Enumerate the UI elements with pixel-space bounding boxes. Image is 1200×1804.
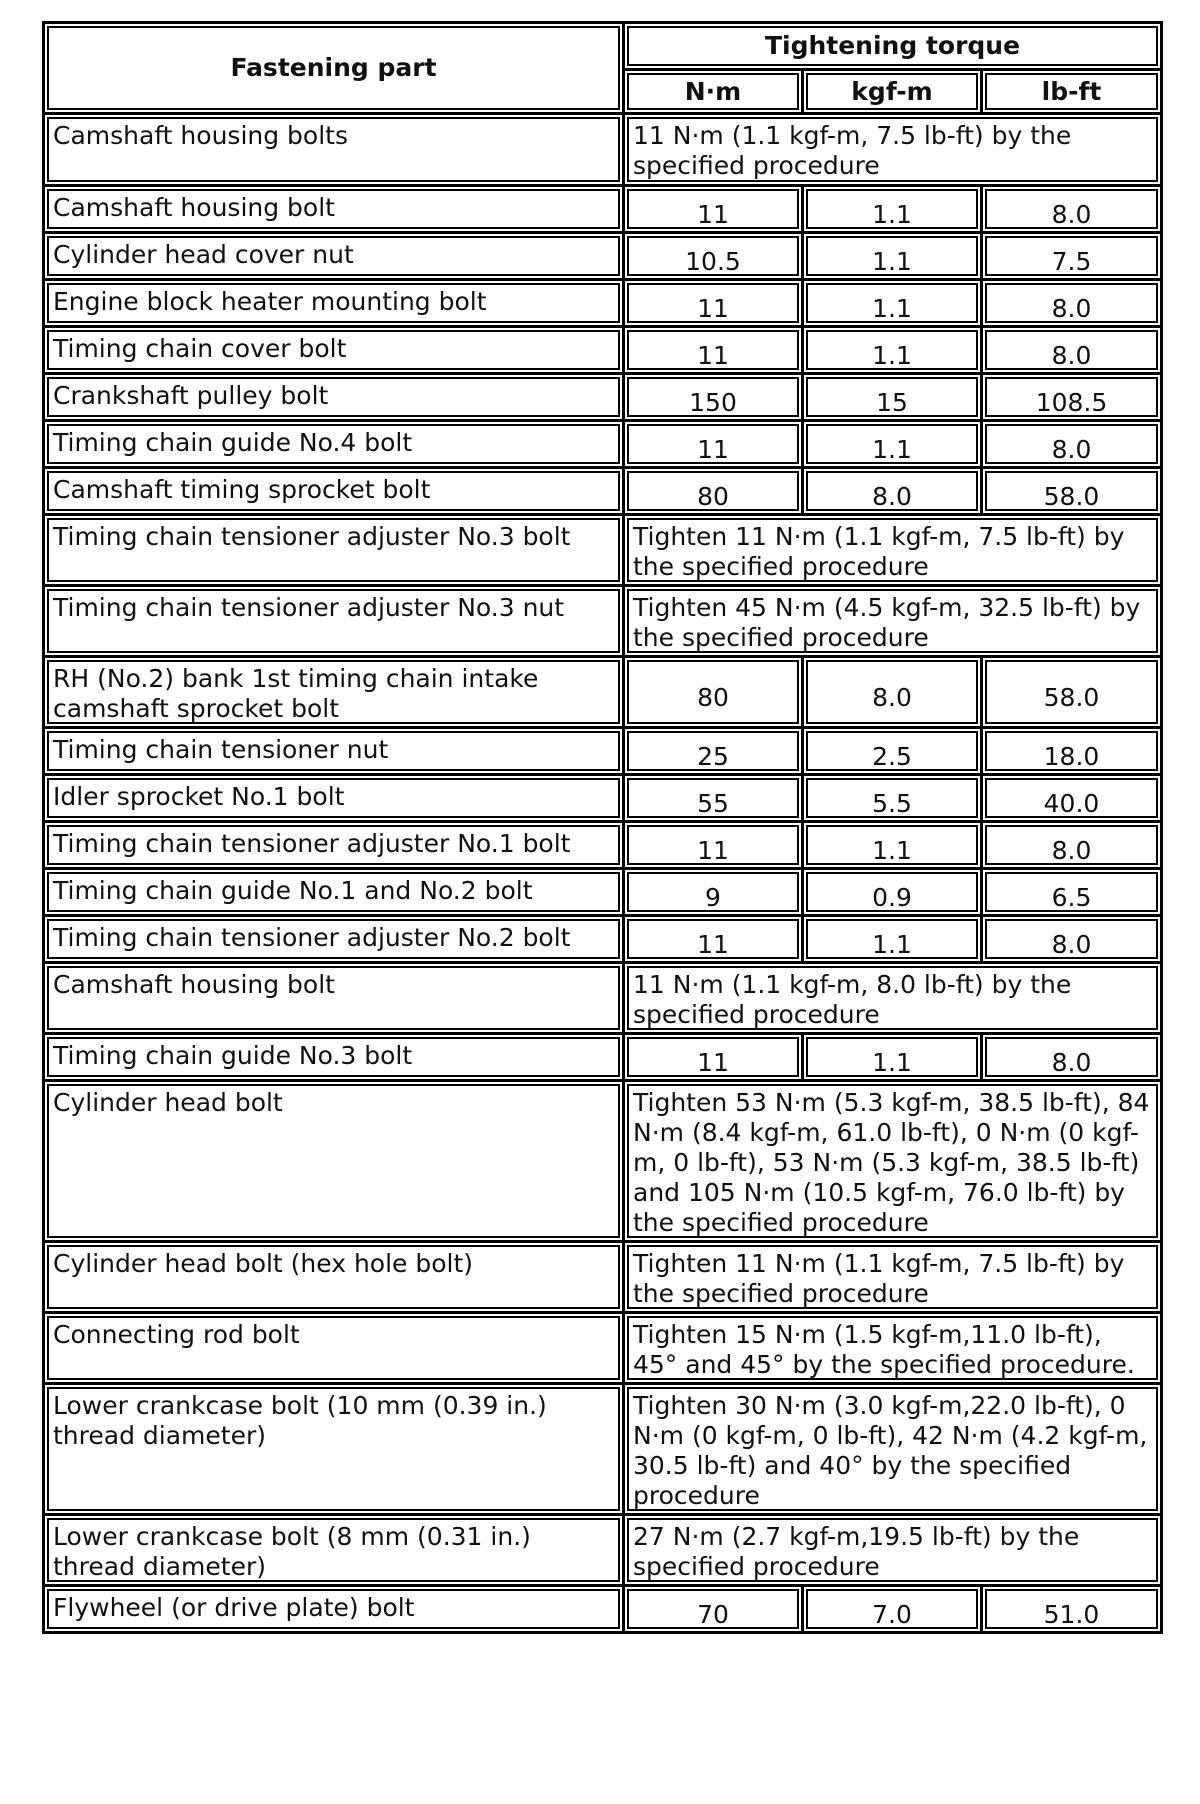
torque-kgfm-cell: 1.1 (803, 822, 982, 869)
torque-nm-cell: 70 (624, 1586, 803, 1633)
fastening-part-cell: Timing chain tensioner adjuster No.2 bolt (44, 916, 624, 963)
torque-lbft-cell: 108.5 (982, 374, 1162, 421)
header-nm: N·m (624, 70, 803, 114)
torque-kgfm-cell: 1.1 (803, 421, 982, 468)
torque-procedure-cell: 11 N·m (1.1 kgf-m, 8.0 lb-ft) by the specified procedure (624, 963, 1162, 1034)
header-lbft: lb-ft (982, 70, 1162, 114)
table-row (44, 114, 1162, 186)
torque-nm-cell: 10.5 (624, 233, 803, 280)
table-row (44, 728, 1162, 775)
torque-kgfm-cell: 1.1 (803, 280, 982, 327)
fastening-part-cell: Flywheel (or drive plate) bolt (44, 1586, 624, 1633)
torque-procedure-cell: Tighten 30 N·m (3.0 kgf-m,22.0 lb-ft), 0 N·m (0 kgf-m, 0 lb-ft), 42 N·m (4.2 kgf-m, 30.5 lb-ft) and 40° by the specified procedure (624, 1384, 1162, 1515)
torque-procedure-cell: 11 N·m (1.1 kgf-m, 7.5 lb-ft) by the specified procedure (624, 114, 1162, 186)
fastening-part-cell: Crankshaft pulley bolt (44, 374, 624, 421)
fastening-part-cell: Cylinder head cover nut (44, 233, 624, 280)
torque-nm-cell: 11 (624, 327, 803, 374)
fastening-part-cell: Camshaft housing bolts (44, 114, 624, 186)
torque-lbft-cell: 58.0 (982, 657, 1162, 728)
torque-kgfm-cell: 15 (803, 374, 982, 421)
torque-procedure-cell: Tighten 53 N·m (5.3 kgf-m, 38.5 lb-ft), 84 N·m (8.4 kgf-m, 61.0 lb-ft), 0 N·m (0 kgf-m, 0 lb-ft), 53 N·m (5.3 kgf-m, 38.5 lb-ft) and 105 N·m (10.5 kgf-m, 76.0 lb-ft) by the specified procedure (624, 1081, 1162, 1242)
fastening-part-cell: Idler sprocket No.1 bolt (44, 775, 624, 822)
table-row (44, 869, 1162, 916)
torque-nm-cell: 9 (624, 869, 803, 916)
fastening-part-cell: Lower crankcase bolt (8 mm (0.31 in.) thread diameter) (44, 1515, 624, 1586)
table-row (44, 1515, 1162, 1586)
table-header (44, 23, 1162, 114)
torque-kgfm-cell: 1.1 (803, 233, 982, 280)
torque-lbft-cell: 8.0 (982, 421, 1162, 468)
fastening-part-cell: Timing chain guide No.4 bolt (44, 421, 624, 468)
torque-procedure-cell: Tighten 11 N·m (1.1 kgf-m, 7.5 lb-ft) by the specified procedure (624, 515, 1162, 586)
torque-lbft-cell: 8.0 (982, 186, 1162, 233)
table-row (44, 1034, 1162, 1081)
table-row (44, 1081, 1162, 1242)
torque-kgfm-cell: 1.1 (803, 327, 982, 374)
header-fastening-part: Fastening part (44, 23, 624, 114)
torque-nm-cell: 11 (624, 916, 803, 963)
torque-lbft-cell: 6.5 (982, 869, 1162, 916)
fastening-part-cell: Cylinder head bolt (44, 1081, 624, 1242)
torque-nm-cell: 11 (624, 1034, 803, 1081)
torque-procedure-cell: 27 N·m (2.7 kgf-m,19.5 lb-ft) by the specified procedure (624, 1515, 1162, 1586)
torque-lbft-cell: 7.5 (982, 233, 1162, 280)
torque-kgfm-cell: 8.0 (803, 468, 982, 515)
torque-lbft-cell: 18.0 (982, 728, 1162, 775)
table-row (44, 822, 1162, 869)
header-tightening-torque: Tightening torque (624, 23, 1162, 70)
fastening-part-cell: Timing chain guide No.3 bolt (44, 1034, 624, 1081)
table-row (44, 280, 1162, 327)
torque-kgfm-cell: 1.1 (803, 916, 982, 963)
torque-lbft-cell: 51.0 (982, 1586, 1162, 1633)
fastening-part-cell: Timing chain tensioner adjuster No.3 bolt (44, 515, 624, 586)
table-row (44, 233, 1162, 280)
torque-procedure-cell: Tighten 11 N·m (1.1 kgf-m, 7.5 lb-ft) by the specified procedure (624, 1242, 1162, 1313)
torque-nm-cell: 11 (624, 421, 803, 468)
torque-nm-cell: 55 (624, 775, 803, 822)
fastening-part-cell: Lower crankcase bolt (10 mm (0.39 in.) thread diameter) (44, 1384, 624, 1515)
torque-procedure-cell: Tighten 15 N·m (1.5 kgf-m,11.0 lb-ft), 45° and 45° by the specified procedure. (624, 1313, 1162, 1384)
fastening-part-cell: Timing chain tensioner adjuster No.1 bolt (44, 822, 624, 869)
fastening-part-cell: Timing chain guide No.1 and No.2 bolt (44, 869, 624, 916)
torque-kgfm-cell: 5.5 (803, 775, 982, 822)
table-row (44, 963, 1162, 1034)
torque-kgfm-cell: 0.9 (803, 869, 982, 916)
torque-lbft-cell: 8.0 (982, 327, 1162, 374)
fastening-part-cell: Engine block heater mounting bolt (44, 280, 624, 327)
table-row (44, 1242, 1162, 1313)
torque-lbft-cell: 58.0 (982, 468, 1162, 515)
torque-lbft-cell: 8.0 (982, 822, 1162, 869)
torque-kgfm-cell: 8.0 (803, 657, 982, 728)
torque-nm-cell: 11 (624, 186, 803, 233)
torque-specification-table (42, 21, 1163, 1634)
table-row (44, 657, 1162, 728)
table-row (44, 586, 1162, 657)
table-row (44, 916, 1162, 963)
torque-lbft-cell: 8.0 (982, 280, 1162, 327)
torque-lbft-cell: 8.0 (982, 916, 1162, 963)
torque-nm-cell: 80 (624, 468, 803, 515)
table-row (44, 1384, 1162, 1515)
table-row (44, 421, 1162, 468)
fastening-part-cell: Camshaft housing bolt (44, 963, 624, 1034)
torque-kgfm-cell: 1.1 (803, 1034, 982, 1081)
table-body (44, 114, 1162, 1633)
torque-nm-cell: 11 (624, 822, 803, 869)
torque-kgfm-cell: 1.1 (803, 186, 982, 233)
torque-nm-cell: 11 (624, 280, 803, 327)
fastening-part-cell: Camshaft housing bolt (44, 186, 624, 233)
table-row (44, 468, 1162, 515)
fastening-part-cell: Timing chain tensioner adjuster No.3 nut (44, 586, 624, 657)
fastening-part-cell: Connecting rod bolt (44, 1313, 624, 1384)
torque-lbft-cell: 40.0 (982, 775, 1162, 822)
torque-nm-cell: 150 (624, 374, 803, 421)
table-row (44, 1586, 1162, 1633)
torque-procedure-cell: Tighten 45 N·m (4.5 kgf-m, 32.5 lb-ft) by the specified procedure (624, 586, 1162, 657)
torque-kgfm-cell: 7.0 (803, 1586, 982, 1633)
table-row (44, 186, 1162, 233)
table-row (44, 327, 1162, 374)
torque-nm-cell: 25 (624, 728, 803, 775)
torque-nm-cell: 80 (624, 657, 803, 728)
torque-kgfm-cell: 2.5 (803, 728, 982, 775)
fastening-part-cell: Camshaft timing sprocket bolt (44, 468, 624, 515)
fastening-part-cell: Timing chain tensioner nut (44, 728, 624, 775)
table-row (44, 1313, 1162, 1384)
torque-table-container (42, 21, 1160, 1634)
fastening-part-cell: RH (No.2) bank 1st timing chain intake camshaft sprocket bolt (44, 657, 624, 728)
fastening-part-cell: Cylinder head bolt (hex hole bolt) (44, 1242, 624, 1313)
fastening-part-cell: Timing chain cover bolt (44, 327, 624, 374)
torque-lbft-cell: 8.0 (982, 1034, 1162, 1081)
table-row (44, 515, 1162, 586)
table-row (44, 374, 1162, 421)
table-row (44, 775, 1162, 822)
header-kgfm: kgf-m (803, 70, 982, 114)
